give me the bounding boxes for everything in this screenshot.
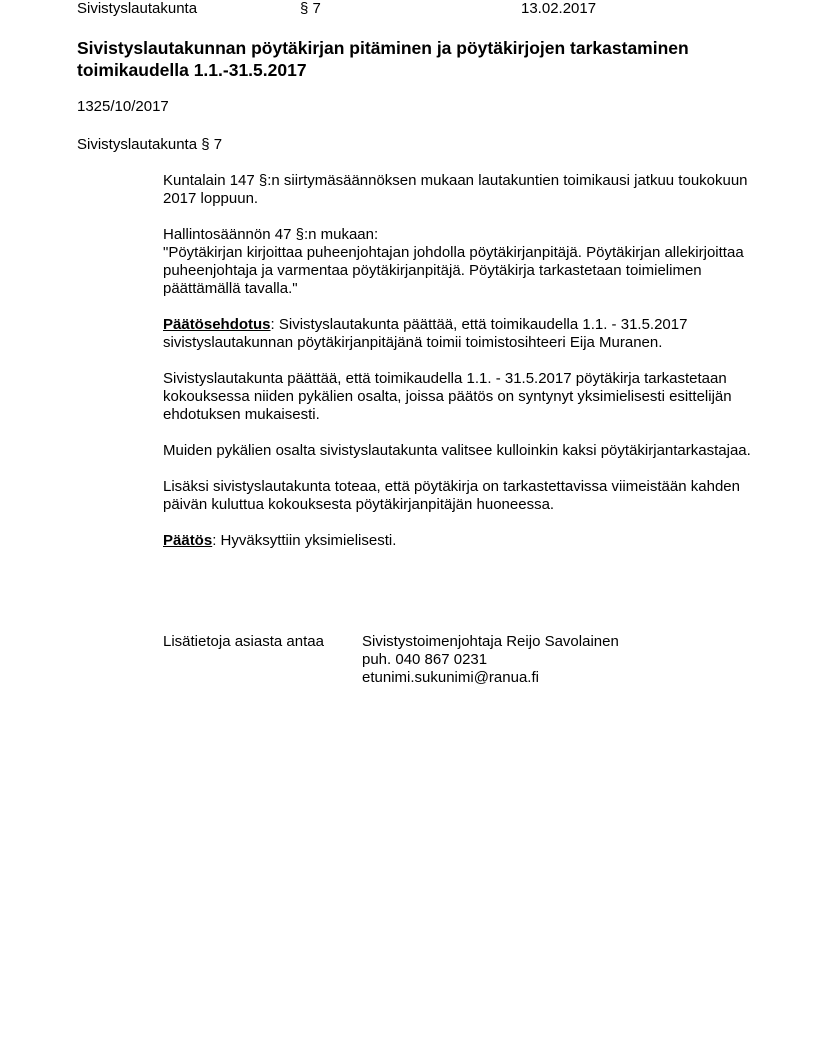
header-body-name: Sivistyslautakunta — [77, 0, 198, 17]
diary-number: 1325/10/2017 — [77, 98, 169, 115]
contact-info — [163, 633, 763, 693]
rule-quote: "Pöytäkirjan kirjoittaa puheenjohtajan johdolla pöytäkirjanpitäjä. Pöytäkirjan allekirjoittaa puheenjohtaja ja varmentaa pöytäkirjanpitäjä. Pöytäkirja tarkastetaan toimielimen päättämällä tavalla." — [163, 244, 744, 297]
paragraph-term-extension: Kuntalain 147 §:n siirtymäsäännöksen mukaan lautakuntien toimikausi jatkuu toukokuun 2017 loppuun. — [163, 172, 748, 207]
paragraph-inspection: Sivistyslautakunta päättää, että toimikaudella 1.1. - 31.5.2017 pöytäkirja tarkastetaan kokouksessa niiden pykälien osalta, joissa päätös on syntynyt yksimielisesti esittelijän ehdotuksen mukaisesti. — [163, 370, 732, 423]
document-body — [163, 172, 763, 568]
decision-label: Päätös — [163, 532, 213, 549]
paragraph-inspectors: Muiden pykälien osalta sivistyslautakunta valitsee kulloinkin kaksi pöytäkirjantarkastajaa. — [163, 442, 751, 459]
contact-phone: puh. 040 867 0231 — [362, 651, 488, 668]
contact-name: Sivistystoimenjohtaja Reijo Savolainen — [362, 633, 619, 650]
contact-label: Lisätietoja asiasta antaa — [163, 633, 324, 650]
contact-details — [362, 633, 619, 687]
header-section-number: § 7 — [300, 0, 321, 17]
document-title: Sivistyslautakunnan pöytäkirjan pitäminen ja pöytäkirjojen tarkastaminen toimikaudella 1.1.-31.5.2017 — [77, 38, 689, 80]
section-reference: Sivistyslautakunta § 7 — [77, 136, 223, 153]
paragraph-proposal — [163, 316, 763, 352]
header-date: 13.02.2017 — [521, 0, 597, 17]
page-header — [0, 0, 816, 18]
paragraph-decision — [163, 532, 763, 550]
paragraph-administrative-rule — [163, 226, 763, 298]
proposal-text: : Sivistyslautakunta päättää, että toimikaudella 1.1. - 31.5.2017 sivistyslautakunnan pöytäkirjanpitäjänä toimii toimistosihteeri Eija Muranen. — [163, 316, 688, 351]
proposal-label: Päätösehdotus — [163, 316, 271, 333]
contact-email: etunimi.sukunimi@ranua.fi — [362, 669, 539, 686]
paragraph-availability: Lisäksi sivistyslautakunta toteaa, että pöytäkirja on tarkastettavissa viimeistään kahden päivän kuluttua kokouksesta pöytäkirjanpitäjän huoneessa. — [163, 478, 740, 513]
rule-intro: Hallintosäännön 47 §:n mukaan: — [163, 226, 379, 243]
decision-text: : Hyväksyttiin yksimielisesti. — [212, 532, 397, 549]
